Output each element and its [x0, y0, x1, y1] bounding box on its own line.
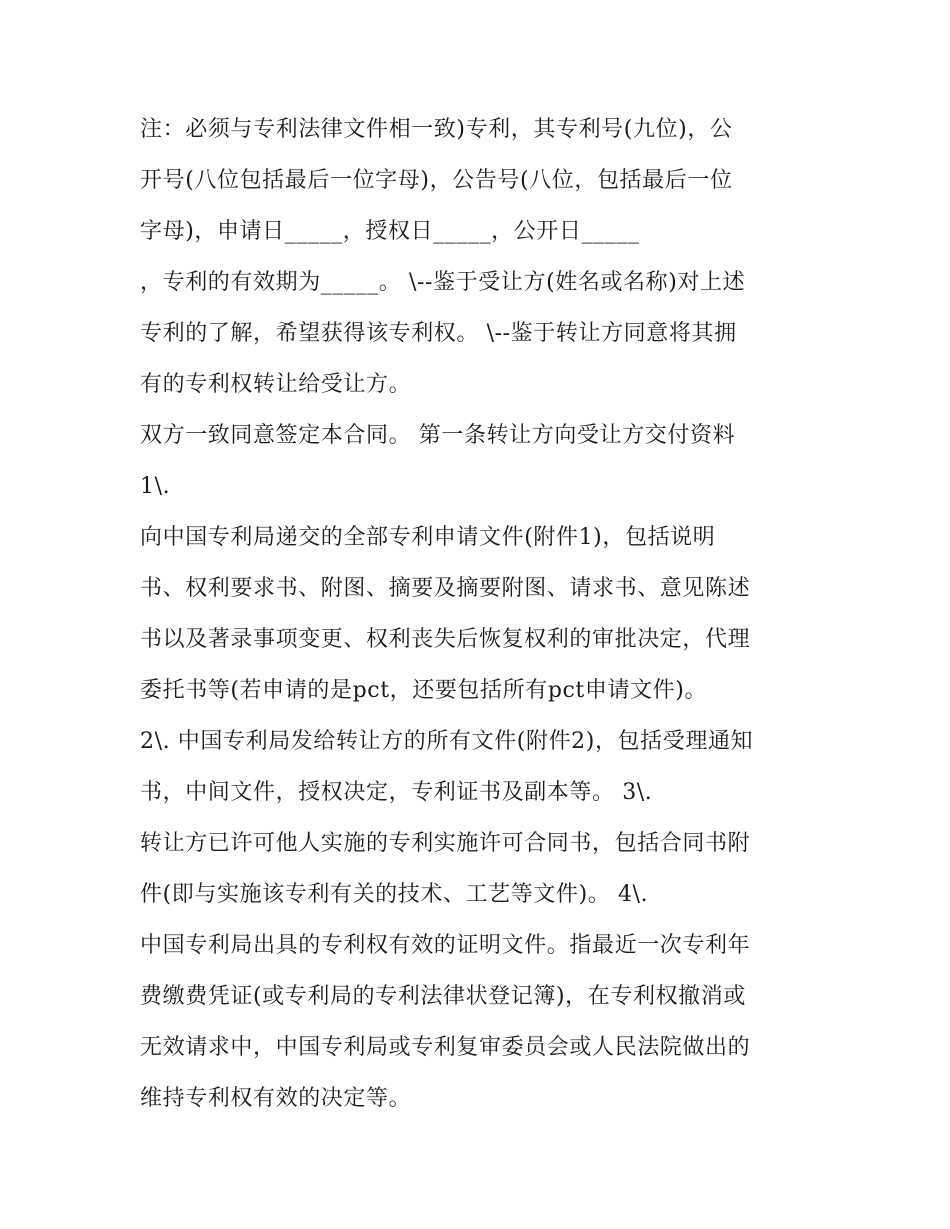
text-line: 有的专利权转让给受让方。	[140, 372, 412, 397]
text-line: 转让方已许可他人实施的专利实施许可合同书，包括合同书附	[140, 831, 751, 856]
text-line: 委托书等(若申请的是pct，还要包括所有pct申请文件)。	[140, 678, 708, 703]
document-page	[140, 104, 820, 1124]
text-line: 向中国专利局递交的全部专利申请文件(附件1)，包括说明	[140, 525, 716, 550]
text-line: ，专利的有效期为_____。 \--鉴于受让方(姓名或名称)对上述	[140, 270, 746, 295]
text-line: 1\.	[140, 474, 171, 499]
text-line: 中国专利局出具的专利权有效的证明文件。指最近一次专利年	[140, 933, 751, 958]
text-line: 开号(八位包括最后一位字母)，公告号(八位，包括最后一位	[140, 168, 733, 193]
text-line: 无效请求中，中国专利局或专利复审委员会或人民法院做出的	[140, 1035, 751, 1060]
text-line: 双方一致同意签定本合同。 第一条转让方向受让方交付资料	[140, 423, 736, 448]
text-line: 书，中间文件，授权决定，专利证书及副本等。 3\.	[140, 780, 653, 805]
text-line: 维持专利权有效的决定等。	[140, 1086, 412, 1111]
text-line: 字母)，申请日_____，授权日_____，公开日_____	[140, 219, 640, 244]
text-line: 2\. 中国专利局发给转让方的所有文件(附件2)，包括受理通知	[140, 729, 754, 754]
text-line: 费缴费凭证(或专利局的专利法律状登记簿)，在专利权撤消或	[140, 984, 746, 1009]
text-line: 专利的了解，希望获得该专利权。 \--鉴于转让方同意将其拥	[140, 321, 737, 346]
text-line: 书、权利要求书、附图、摘要及摘要附图、请求书、意见陈述	[140, 576, 751, 601]
text-line: 注：必须与专利法律文件相一致)专利，其专利号(九位)，公	[140, 117, 733, 142]
text-line: 件(即与实施该专利有关的技术、工艺等文件)。 4\.	[140, 882, 649, 907]
text-line: 书以及著录事项变更、权利丧失后恢复权利的审批决定，代理	[140, 627, 751, 652]
